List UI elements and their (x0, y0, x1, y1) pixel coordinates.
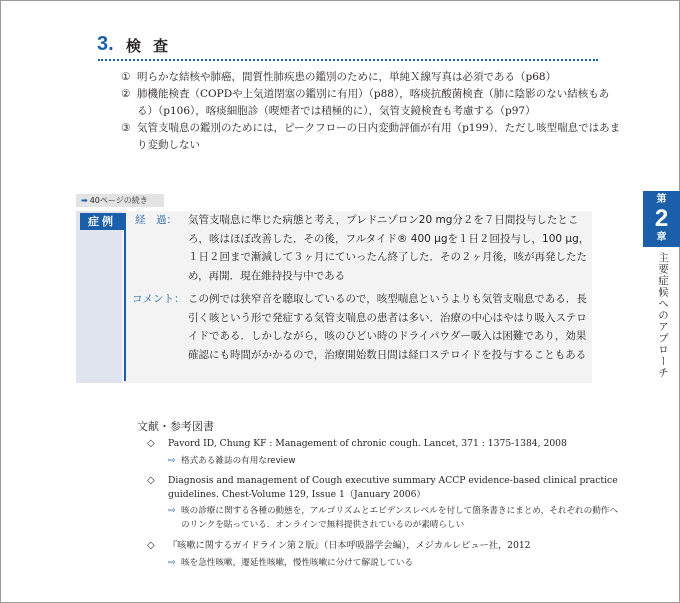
item-number: ① (121, 71, 131, 83)
continuation-tab[interactable] (76, 194, 164, 207)
chapter-tab-suffix: 章 (656, 232, 667, 243)
references-title: 文献・参考図書 (137, 420, 214, 433)
case-label: 症例 (80, 213, 124, 230)
chapter-number: 2 (654, 205, 669, 232)
reference-note-text: 格式ある雑誌の有用なreview (181, 456, 296, 466)
exam-checklist (121, 69, 621, 154)
item-text: 肺機能検査（COPDや上気道閉塞の鑑別に有用）（p88），喀痰抗酸菌検査（肺に陰影のない結核もある）（p106），喀痰細胞診（喫煙者では積極的に），気管支鏡検査も考慮する（p97） (137, 88, 610, 117)
reference-citation: Pavord ID, Chung KF : Management of chronic cough. Lancet, 371 : 1375-1384, 2008 (168, 438, 567, 449)
checklist-item (121, 86, 621, 120)
continuation-label: 40ページの続き (89, 196, 148, 205)
section-divider (98, 59, 598, 61)
reference-citation: Diagnosis and management of Cough executive summary ACCP evidence-based clinical practice guidelines. Chest-Volume 129, Issue 1（January 2006） (168, 475, 618, 500)
arrow-right-icon: ⇨ (168, 558, 176, 568)
arrow-right-icon: ⇨ (168, 506, 176, 516)
diamond-bullet-icon: ◇ (147, 475, 155, 486)
chapter-title: 主要症候へのアプローチ (657, 252, 669, 379)
diamond-bullet-icon: ◇ (147, 438, 155, 449)
item-number: ③ (121, 122, 131, 134)
comment-text: この例では狭窄音を聴取しているので，咳型喘息というよりも気管支喘息である．長引く咳という形で発症する気管支喘息の患者は多い．治療の中心はやはり吸入ステロイドである．しかしながら，咳のひどい時のドライパウダー吸入は困難であり，効果確認にも時間がかかるので，治療開始数日間は経口ステロイドを投与することもある (188, 293, 587, 361)
reference-note-text: 咳を急性咳嗽，遷延性咳嗽，慢性咳嗽に分けて解説している (181, 558, 414, 568)
reference-citation: 『咳嗽に関するガイドライン第２版』（日本呼吸器学会編），メジカルレビュー社，2012 (168, 540, 531, 551)
case-divider-line (124, 213, 126, 381)
reference-note (168, 504, 618, 532)
chapter-tab[interactable] (643, 191, 680, 247)
reference-note-text: 咳の診療に関する各種の動態を，アルゴリズムとエビデンスレベルを付して箇条書きにまとめ，それぞれの動作へのリンクを貼っている．オンラインで無料提供されているのが素晴らしい (181, 506, 618, 530)
checklist-item (121, 120, 621, 154)
arrow-right-icon: ⇨ (168, 456, 176, 466)
chapter-tab-prefix: 第 (656, 194, 667, 205)
item-text: 明らかな結核や肺癌，間質性肺疾患の鑑別のために，単純Ｘ線写真は必須である（p68） (137, 71, 557, 83)
reference-note (168, 556, 618, 570)
section-number: 3. (97, 33, 114, 55)
item-text: 気管支喘息の鑑別のためには，ピークフローの日内変動評価が有用（p199）．ただし咳型喘息ではあまり変動しない (137, 122, 621, 151)
reference-note (168, 454, 618, 468)
course-text: 気管支喘息に準じた病態と考え，プレドニゾロン20 mg分２を７日間投与したところ，咳はほぼ改善した．その後，フルタイド® 400 μgを１日２回投与し，100 μg，１日２回まで漸減して３ヶ月にていったん終了した．その２ヶ月後，咳が再発したため，再開．現在維持投与中である (188, 214, 590, 282)
comment-label: コメント： (132, 293, 185, 305)
checklist-item (121, 69, 621, 86)
item-number: ② (121, 88, 131, 100)
diamond-bullet-icon: ◇ (147, 540, 155, 551)
right-arrow-icon: ➡ (81, 196, 88, 205)
course-label: 経 過： (135, 214, 177, 226)
section-title: 検査 (126, 37, 181, 55)
case-label-column (76, 211, 122, 383)
